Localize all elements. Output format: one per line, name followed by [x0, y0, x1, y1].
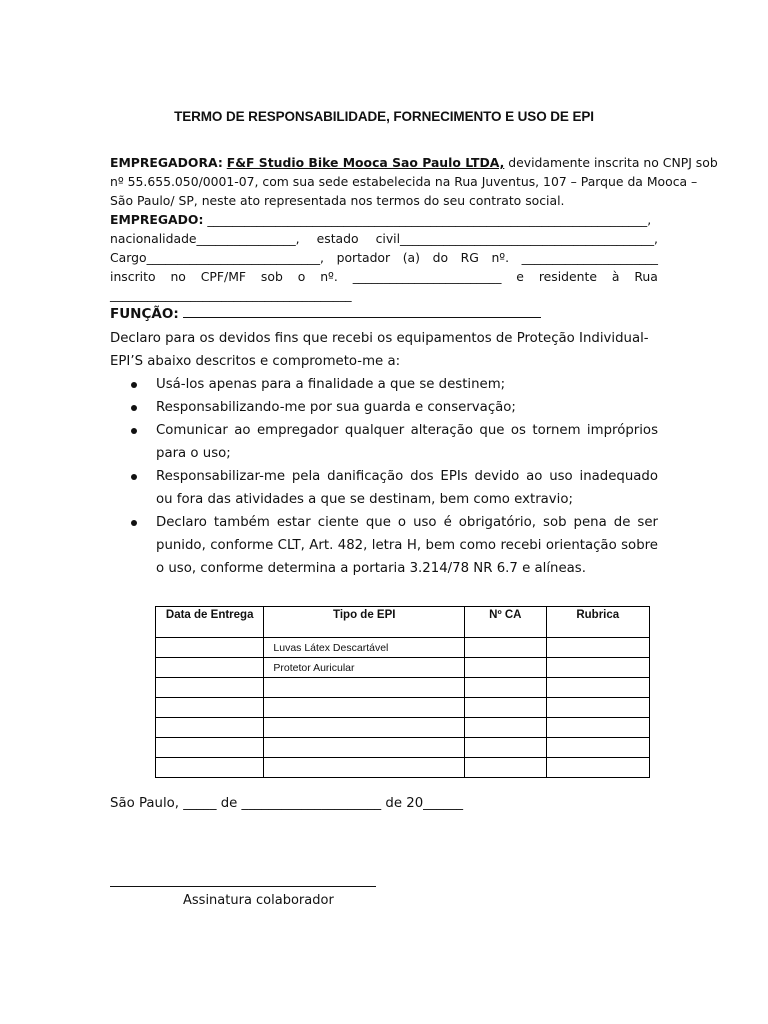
cargo-field: Cargo____________________________, — [110, 250, 324, 265]
word: inscrito — [110, 269, 156, 284]
bullet-icon — [131, 382, 137, 388]
table-header-row — [156, 607, 650, 638]
table-cell — [264, 738, 465, 758]
table-cell — [156, 638, 264, 658]
list-item-text: Comunicar ao empregador qualquer alteração que os tornem impróprios para o uso; — [156, 423, 658, 461]
table-cell — [546, 718, 649, 738]
table-row — [156, 718, 650, 738]
table-cell — [156, 658, 264, 678]
nationality-field: nacionalidade________________, — [110, 231, 300, 246]
table-cell — [546, 738, 649, 758]
table-row — [156, 758, 650, 778]
table-cell — [546, 658, 649, 678]
word: CPF/MF — [200, 269, 247, 284]
signature-label: Assinatura colaborador — [183, 893, 334, 908]
commitments-list — [110, 373, 658, 580]
table-cell — [546, 638, 649, 658]
table-cell — [465, 698, 546, 718]
list-item — [110, 373, 658, 396]
word: e — [516, 269, 524, 284]
table-cell — [264, 698, 465, 718]
table-row — [156, 738, 650, 758]
list-item-text: Responsabilizando-me por sua guarda e conservação; — [156, 400, 516, 415]
bullet-icon — [131, 405, 137, 411]
list-item — [110, 396, 658, 419]
table-cell — [546, 698, 649, 718]
table-cell — [156, 718, 264, 738]
employer-address-line: nº 55.655.050/0001-07, com sua sede estabelecida na Rua Juventus, 107 – Parque da Mooca – — [110, 174, 698, 189]
employee-blank: _______________________________________________________________________, — [203, 212, 652, 227]
table-cell — [156, 678, 264, 698]
list-item — [110, 419, 658, 465]
column-header: Tipo de EPI — [264, 607, 465, 638]
date-line: São Paulo, _____ de _____________________ de 20______ — [110, 796, 464, 811]
word: nº. — [320, 269, 338, 284]
word: do — [432, 250, 449, 265]
table-cell: Protetor Auricular — [264, 658, 465, 678]
table-cell — [465, 758, 546, 778]
column-header: Data de Entrega — [156, 607, 264, 638]
table-cell — [465, 658, 546, 678]
table-cell — [156, 758, 264, 778]
table-cell — [465, 718, 546, 738]
column-header: Rubrica — [546, 607, 649, 638]
word: à — [611, 269, 620, 284]
declaration-paragraph: Declaro para os devidos fins que recebi os equipamentos de Proteção Individual-EPI’S abaixo descritos e comprometo-me a: — [110, 331, 649, 369]
cpf-field: ________________________ — [352, 269, 502, 284]
nationality-line — [110, 229, 658, 248]
table-cell — [546, 678, 649, 698]
employer-city-line: São Paulo/ SP, neste ato representada nos termos do seu contrato social. — [110, 193, 565, 208]
address-field: _______________________________________ — [110, 287, 352, 302]
table-cell — [264, 678, 465, 698]
bullet-icon — [131, 428, 137, 434]
bullet-icon — [131, 474, 137, 480]
signature-line — [110, 886, 376, 887]
funcao-line — [110, 305, 541, 322]
list-item-text: Declaro também estar ciente que o uso é obrigatório, sob pena de ser punido, conforme CLT, Art. 482, letra H, bem como recebi orientação sobre o uso, conforme determina a portaria 3.214/78 NR 6.7 e alíneas. — [156, 515, 658, 576]
list-item-text: Responsabilizar-me pela danificação dos EPIs devido ao uso inadequado ou fora das atividades a que se destinam, bem como extravio; — [156, 469, 658, 507]
list-item — [110, 465, 658, 511]
cpf-line — [110, 267, 658, 286]
document-title: TERMO DE RESPONSABILIDADE, FORNECIMENTO E USO DE EPI — [174, 109, 594, 124]
column-header: Nº CA — [465, 607, 546, 638]
bullet-icon — [131, 520, 137, 526]
table-cell — [465, 678, 546, 698]
table-cell: Luvas Látex Descartável — [264, 638, 465, 658]
word: o — [297, 269, 306, 284]
employer-label: EMPREGADORA: — [110, 155, 223, 170]
cargo-line — [110, 248, 658, 267]
employee-label: EMPREGADO: — [110, 212, 204, 227]
table-row — [156, 658, 650, 678]
table-cell — [465, 738, 546, 758]
employee-line — [110, 210, 658, 229]
table-cell — [156, 698, 264, 718]
word: portador — [336, 250, 391, 265]
table-cell — [264, 718, 465, 738]
list-item-text: Usá-los apenas para a finalidade a que se destinem; — [156, 377, 506, 392]
employer-cnpj-text: devidamente inscrita no CNPJ sob — [504, 155, 718, 170]
word: (a) — [402, 250, 420, 265]
marital-status-field: civil_________________________________________, — [375, 231, 658, 246]
list-item — [110, 511, 658, 580]
word: RG — [460, 250, 479, 265]
word: no — [170, 269, 186, 284]
employer-name: F&F Studio Bike Mooca Sao Paulo LTDA, — [226, 155, 505, 170]
word: Rua — [634, 269, 658, 284]
table-row — [156, 638, 650, 658]
table-row — [156, 678, 650, 698]
funcao-blank — [183, 305, 541, 318]
table-row — [156, 698, 650, 718]
table-cell — [156, 738, 264, 758]
employer-line — [110, 153, 718, 172]
epi-table — [155, 606, 650, 778]
table-cell — [546, 758, 649, 778]
funcao-label: FUNÇÃO: — [110, 306, 179, 322]
table-cell — [465, 638, 546, 658]
word: residente — [538, 269, 597, 284]
word: nº. — [491, 250, 510, 265]
estado-word: estado — [316, 231, 359, 246]
rg-field: ______________________ — [521, 250, 658, 265]
table-cell — [264, 758, 465, 778]
word: sob — [260, 269, 283, 284]
